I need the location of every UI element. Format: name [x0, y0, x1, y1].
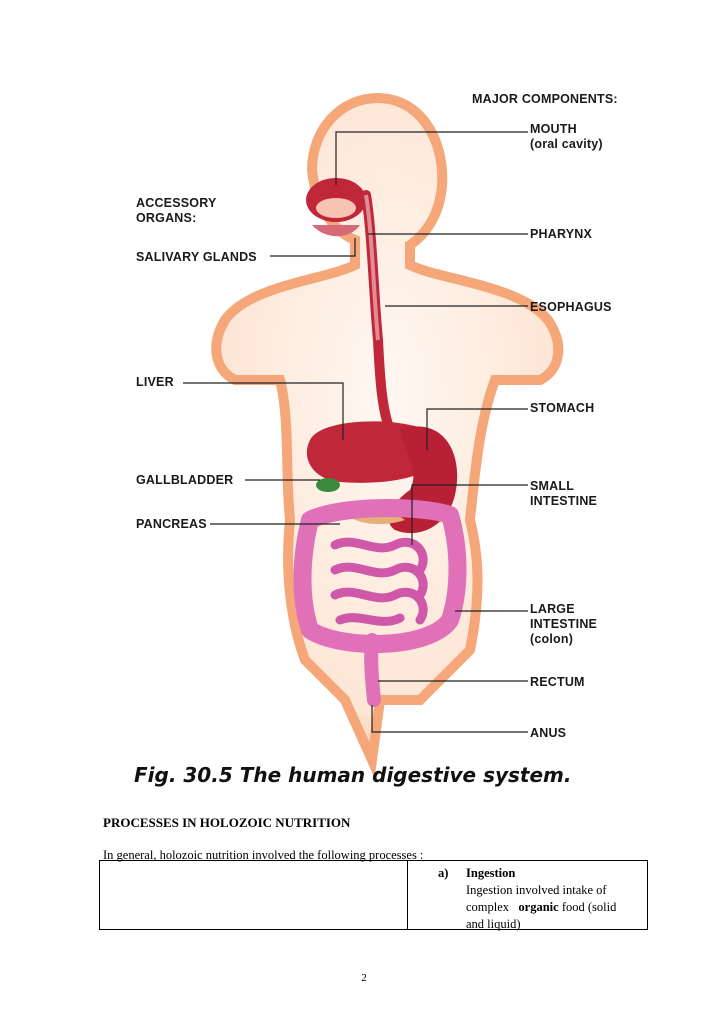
accessory-heading-2: ORGANS: — [136, 211, 197, 225]
page-number: 2 — [361, 972, 367, 984]
label-salivary-glands: SALIVARY GLANDS — [136, 250, 257, 264]
label-pancreas: PANCREAS — [136, 517, 207, 531]
label-stomach: STOMACH — [530, 401, 595, 415]
rectum-organ — [371, 640, 374, 700]
label-large: LARGE — [530, 602, 575, 616]
table-cell-right — [408, 861, 647, 929]
item-marker: a) — [438, 866, 449, 880]
label-small: SMALL — [530, 479, 575, 493]
figure-caption: Fig. 30.5 The human digestive system. — [134, 763, 572, 787]
label-large-intestine: INTESTINE — [530, 617, 598, 631]
section-heading: PROCESSES IN HOLOZOIC NUTRITION — [103, 815, 351, 830]
accessory-heading-1: ACCESSORY — [136, 196, 217, 210]
label-gallbladder: GALLBLADDER — [136, 473, 234, 487]
label-mouth-sub: (oral cavity) — [530, 137, 603, 151]
table-cell-left — [100, 861, 408, 929]
item-desc-line1: Ingestion involved intake of — [466, 883, 607, 897]
item-desc-line3: and liquid) — [466, 917, 521, 931]
label-colon: (colon) — [530, 632, 574, 646]
label-rectum: RECTUM — [530, 675, 585, 689]
section-intro: In general, holozoic nutrition involved the following processes : — [103, 848, 424, 862]
label-esophagus: ESOPHAGUS — [530, 300, 612, 314]
item-term: Ingestion — [466, 866, 516, 880]
major-components-heading: MAJOR COMPONENTS: — [472, 92, 618, 106]
label-mouth: MOUTH — [530, 122, 577, 136]
label-pharynx: PHARYNX — [530, 227, 593, 241]
label-small-intestine: INTESTINE — [530, 494, 598, 508]
label-liver: LIVER — [136, 375, 174, 389]
label-anus: ANUS — [530, 726, 567, 740]
process-table — [99, 860, 648, 930]
item-desc-line2: complex organic food (solid — [466, 900, 617, 914]
